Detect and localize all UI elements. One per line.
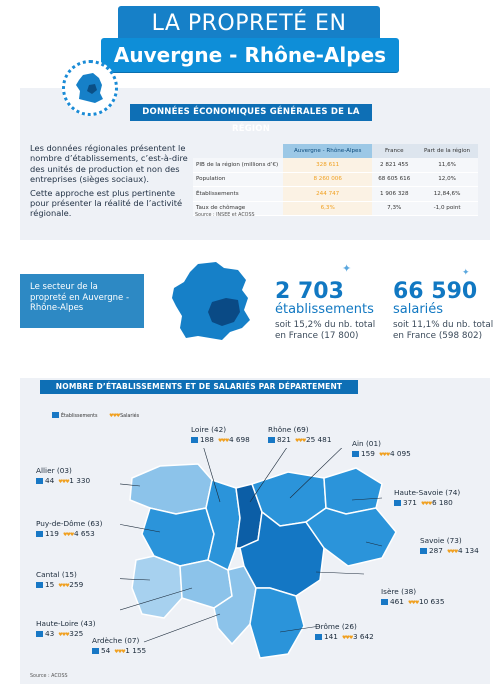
dept-drome [250,588,304,658]
table-cell-part: 12,84,6% [416,187,478,202]
table-row [193,172,478,187]
people-icon [114,649,123,655]
table-row [193,158,478,172]
france-map-badge [62,60,118,116]
dept-label-haute-loire [36,619,96,639]
building-icon [420,548,427,554]
dept-name: Haute-Savoie (74) [394,488,461,497]
people-icon [58,479,67,485]
dept-haute-savoie [324,468,382,514]
table-cell-france: 2 821 455 [372,158,416,172]
building-icon [268,437,275,443]
france-region-map [168,258,264,346]
dept-label-haute-savoie [394,488,460,508]
dept-sal: 4 698 [228,435,250,444]
dept-etab: 371 [403,498,417,507]
dept-name: Ain (01) [352,439,381,448]
map-legend [52,412,139,419]
people-icon [342,635,351,641]
dept-label-cantal [36,570,83,590]
legend-sal: Salariés [120,414,140,419]
dept-label-ain [352,439,411,459]
page-subtitle: Auvergne - Rhône-Alpes [101,38,399,72]
departments-map [120,448,420,673]
table-cell-part: -1,0 point [416,201,478,216]
dept-sal: 4 134 [457,546,479,555]
intro-paragraph-2: Cette approche est plus pertinente pour présenter la réalité de l’activité régionale. [30,187,183,219]
table-cell-part: 12,0% [416,172,478,187]
dept-etab: 188 [200,435,214,444]
table-cell-france: 68 605 616 [372,172,416,187]
table-cell-label: Taux de chômage [193,201,283,216]
building-icon [381,599,388,605]
dept-etab: 141 [324,632,338,641]
sparkle-icon: ✦ [342,262,352,275]
table-header-row [193,144,478,158]
intro-paragraph-1: Les données régionales présentent le nombre d’établissements, c’est-à-dire des unités de production et non des entreprises (sièges sociaux). [30,143,188,185]
building-icon [36,631,43,637]
table-cell-label: Établissements [193,187,283,202]
table-header-region: Auvergne - Rhône-Alpes [283,144,372,158]
dept-name: Savoie (73) [420,536,462,545]
building-icon [315,634,322,640]
table-cell-label: Population [193,172,283,187]
sal-stat [393,281,498,341]
economic-section-heading: DONNÉES ÉCONOMIQUES GÉNÉRALES DE LA RÉGION [130,104,372,121]
people-icon [295,438,304,444]
people-icon [58,632,67,638]
dept-name: Loire (42) [191,425,227,434]
dept-sal: 1 330 [69,476,91,485]
dept-sal: 259 [69,580,84,589]
people-icon [63,532,72,538]
building-icon [394,500,401,506]
dept-cantal [132,556,182,618]
table-source: Source : INSEE et ACOSS [195,213,255,218]
table-header-empty [193,144,283,158]
people-icon [109,413,118,419]
etab-subtext: soit 15,2% du nb. total en France (17 800) [275,320,376,341]
building-icon [36,478,43,484]
sal-word: salariés [393,302,444,317]
people-icon [408,600,417,606]
dept-label-savoie [420,536,479,556]
france-outline [172,262,250,340]
france-map-icon [65,63,115,113]
dept-sal: 4 095 [389,449,411,458]
table-cell-france: 7,3% [372,201,416,216]
dept-sal: 10 635 [418,597,445,606]
dept-etab: 159 [361,449,375,458]
table-cell-region: 328 611 [283,158,372,172]
dept-name: Drôme (26) [315,622,357,631]
dept-name: Puy-de-Dôme (63) [36,519,103,528]
building-icon [92,648,99,654]
legend-etab: Établissements [61,414,98,419]
dept-name: Allier (03) [36,466,72,475]
sal-number: 66 590 [393,279,478,304]
economic-intro [30,143,188,222]
building-icon [36,582,43,588]
people-icon [58,583,67,589]
table-cell-region: 6,3% [283,201,372,216]
dept-loire [206,480,240,570]
economic-table [193,144,478,216]
dept-etab: 119 [45,529,59,538]
dept-sal: 1 155 [125,646,147,655]
dept-label-isere [381,587,444,607]
people-icon [447,549,456,555]
table-row [193,187,478,202]
dept-label-allier [36,466,90,486]
table-header-france: France [372,144,416,158]
dept-etab: 54 [101,646,111,655]
building-icon [36,531,43,537]
dept-sal: 6 180 [431,498,453,507]
table-cell-france: 1 906 328 [372,187,416,202]
page-title: LA PROPRETÉ EN [118,6,380,42]
dept-label-drome [315,622,374,642]
department-section-heading: NOMBRE D’ÉTABLISSEMENTS ET DE SALARIÉS PAR DÉPARTEMENT [40,380,358,394]
dept-allier [130,464,212,514]
etab-number: 2 703 [275,279,344,304]
dept-sal: 25 481 [305,435,332,444]
dept-label-rhone [268,425,331,445]
people-icon [218,438,227,444]
dept-etab: 43 [45,629,55,638]
dept-sal: 3 642 [352,632,374,641]
dept-name: Rhône (69) [268,425,309,434]
map-source: Source : ACOSS [30,674,68,679]
sparkle-icon: ✦ [462,268,470,278]
people-icon [379,452,388,458]
table-cell-label: PIB de la région (millions d’€) [193,158,283,172]
sector-label: Le secteur de la propreté en Auvergne - Rhône-Alpes [20,274,144,328]
dept-label-loire [191,425,250,445]
dept-etab: 15 [45,580,55,589]
dept-etab: 821 [277,435,291,444]
dept-name: Haute-Loire (43) [36,619,96,628]
dept-sal: 325 [69,629,84,638]
dept-etab: 44 [45,476,55,485]
dept-sal: 4 653 [73,529,95,538]
dept-etab: 461 [390,597,404,606]
people-icon [421,501,430,507]
sal-subtext: soit 11,1% du nb. total en France (598 802) [393,320,494,341]
building-icon [191,437,198,443]
dept-name: Isère (38) [381,587,417,596]
etab-word: établissements [275,302,374,317]
table-header-part: Part de la région [416,144,478,158]
dept-name: Ardèche (07) [92,636,140,645]
table-cell-part: 11,6% [416,158,478,172]
dept-label-puy-de-dome [36,519,102,539]
etab-stat [275,281,385,341]
dept-name: Cantal (15) [36,570,77,579]
table-cell-region: 244 747 [283,187,372,202]
dept-label-ardeche [92,636,146,656]
building-icon [352,451,359,457]
building-icon [52,412,59,418]
table-cell-region: 8 260 006 [283,172,372,187]
dept-etab: 287 [429,546,443,555]
